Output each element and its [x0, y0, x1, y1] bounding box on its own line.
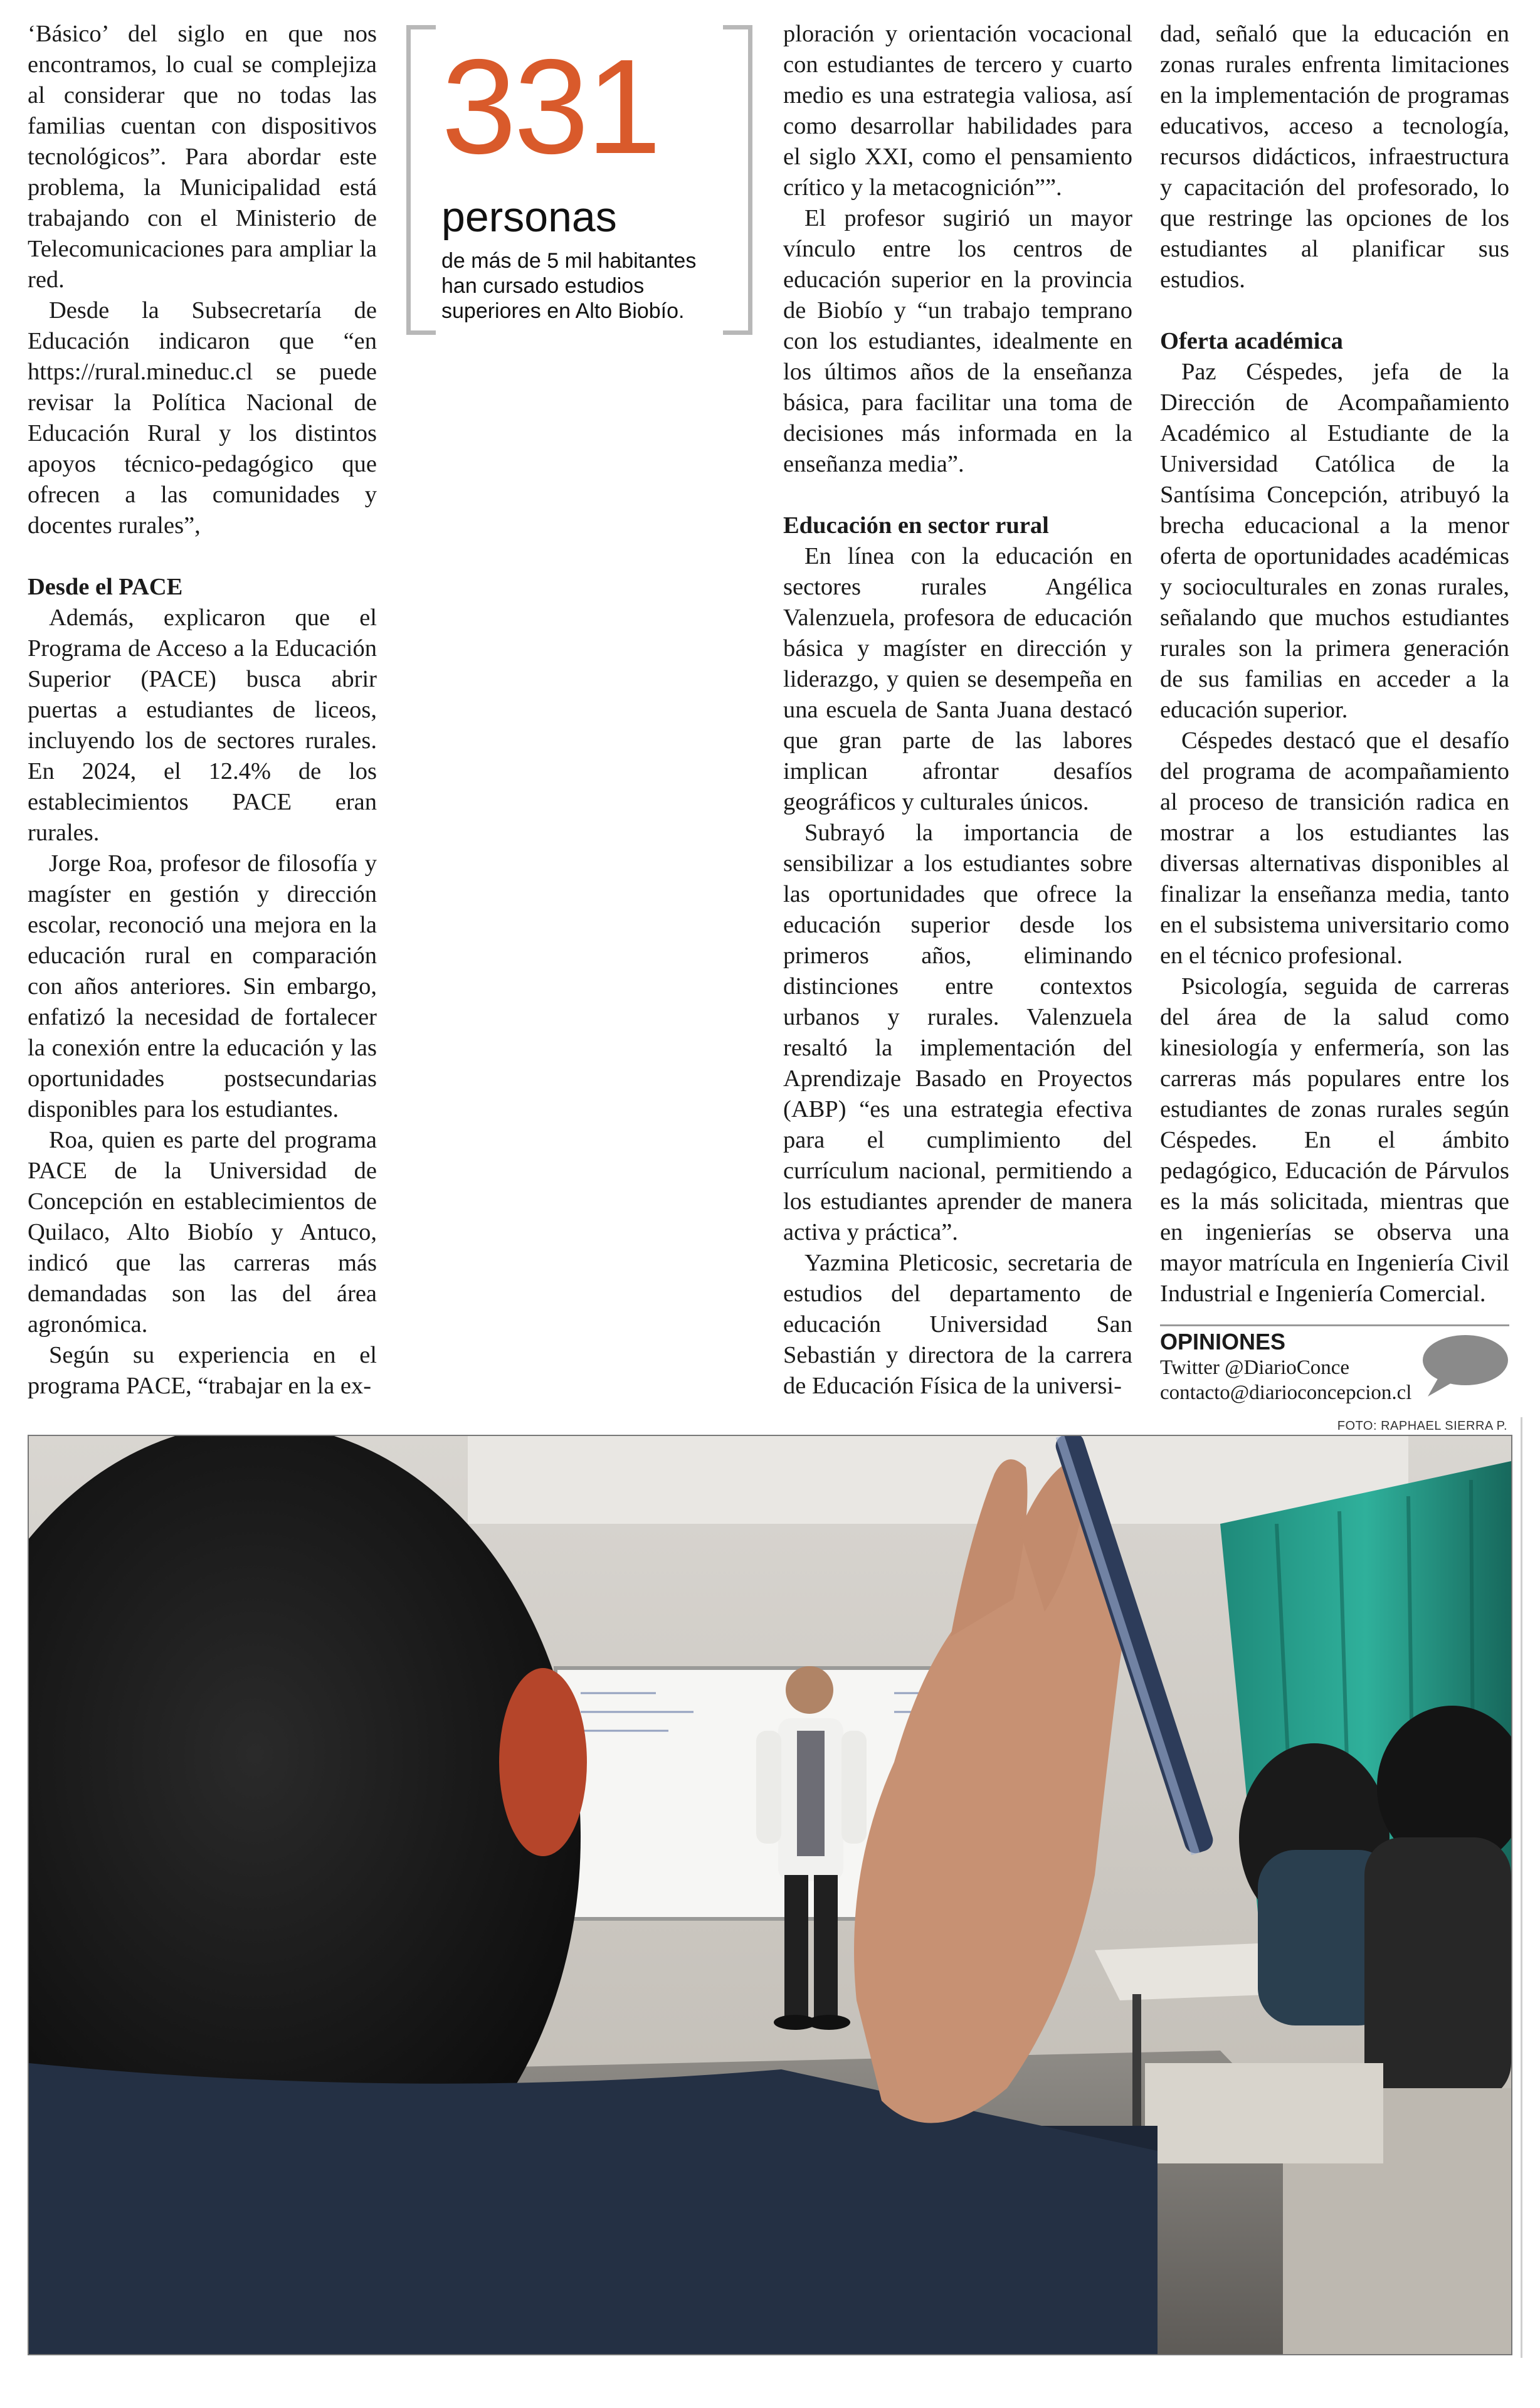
article-paragraph: Yazmina Pleticosic, secretaria de estudios del departamento de educación Universidad San Sebastián y directora de la carrera de Educación Física de la universi- [783, 1250, 1132, 1399]
article-paragraph: ploración y orientación vocacional con estudiantes de tercero y cuarto medio es una estrategia valiosa, así como desarrollar habilidades para el siglo XXI, como el pensamiento crítico y la metacognición””. [783, 21, 1132, 201]
stat-unit: personas [441, 193, 617, 241]
section-subheading: Educación en sector rural [783, 512, 1049, 539]
article-column-1 [28, 19, 377, 1402]
classroom-photo-illustration [29, 1436, 1511, 2354]
article-paragraph: Jorge Roa, profesor de filosofía y magíster en gestión y dirección escolar, reconoció una mejora en la educación rural en comparación con años anteriores. Sin embargo, enfatizó la necesidad de fortalecer la conexión entre la educación y las oportunidades postsecundarias disponibles para los estudiantes. [28, 850, 377, 1122]
article-paragraph: Según su experiencia en el programa PACE, “trabajar en la ex- [28, 1342, 377, 1399]
article-column-2 [783, 19, 1132, 1402]
stat-number: 331 [441, 31, 659, 182]
article-paragraph: Subrayó la importancia de sensibilizar a los estudiantes sobre las oportunidades que ofrece la educación superior desde los primeros años, eliminando distinciones entre contextos urbanos y rurales. Valenzuela resaltó la implementación del Aprendizaje Basado en Proyectos (ABP) “es una estrategia efectiva para el cumplimiento del currículum nacional, permitiendo a los estudiantes aprender de manera activa y práctica”. [783, 820, 1132, 1245]
article-paragraph: Paz Céspedes, jefa de la Dirección de Acompañamiento Académico al Estudiante de la Universidad Católica de la Santísima Concepción, atribuyó la brecha educacional a la menor oferta de oportunidades académicas y socioculturales en zonas rurales, señalando que muchos estudiantes rurales son la primera generación de sus familias en acceder a la educación superior. [1160, 359, 1509, 723]
article-paragraph: En línea con la educación en sectores rurales Angélica Valenzuela, profesora de educación básica y magíster en dirección y liderazgo, y quien se desempeña en una escuela de Santa Juana destacó que gran parte de las labores implican afrontar desafíos geográficos y culturales únicos. [783, 543, 1132, 815]
article-paragraph: Además, explicaron que el Programa de Acceso a la Educación Superior (PACE) busca abrir puertas a estudiantes de liceos, incluyendo los de sectores rurales. En 2024, el 12.4% de los establecimientos PACE eran rurales. [28, 605, 377, 846]
stat-highlight-box [406, 25, 752, 326]
stat-description: de más de 5 mil habitantes han cursado estudios superiores en Alto Biobío. [441, 249, 697, 323]
classroom-photo [28, 1435, 1512, 2355]
article-paragraph: Desde la Subsecretaría de Educación indicaron que “en https://rural.mineduc.cl se puede revisar la Política Nacional de Educación Rural y los distintos apoyos técnico-pedagógico que ofrecen a las comunidades y docentes rurales”, [28, 297, 377, 539]
article-paragraph: Roa, quien es parte del programa PACE de la Universidad de Concepción en establecimientos de Quilaco, Alto Biobío y Antuco, indicó que las carreras más demandadas son las del área agronómica. [28, 1127, 377, 1338]
article-paragraph: El profesor sugirió un mayor vínculo entre los centros de educación superior en la provincia de Biobío y “un trabajo temprano con los estudiantes, idealmente en los últimos años de la enseñanza básica, para facilitar una toma de decisiones más informada en la enseñanza media”. [783, 205, 1132, 477]
photo-credit: FOTO: RAPHAEL SIERRA P. [1337, 1419, 1507, 1433]
opinions-title: OPINIONES [1160, 1329, 1286, 1354]
page-edge-mark [1521, 1417, 1531, 2358]
section-subheading: Desde el PACE [28, 574, 183, 600]
section-subheading: Oferta académica [1160, 328, 1343, 354]
article-paragraph: Céspedes destacó que el desafío del programa de acompañamiento al proceso de transición radica en mostrar a los estudiantes las diversas alternativas disponibles al finalizar la enseñanza media, tanto en el subsistema universitario como en el técnico profesional. [1160, 727, 1509, 969]
article-paragraph: Psicología, seguida de carreras del área de la salud como kinesiología y enfermería, son las carreras más populares entre los estudiantes de zonas rurales según Céspedes. En el ámbito pedagógico, Educación de Párvulos es la más solicitada, mientras que en ingenierías se observa una mayor matrícula en Ingeniería Civil Industrial e Ingeniería Comercial. [1160, 973, 1509, 1307]
bracket-left [406, 25, 436, 335]
article-paragraph: dad, señaló que la educación en zonas rurales enfrenta limitaciones en la implementación de programas educativos, acceso a tecnología, recursos didácticos, infraestructura y capacitación del profesorado, lo que restringe las opciones de los estudiantes al planificar sus estudios. [1160, 21, 1509, 293]
opinions-contact-box [1160, 1324, 1509, 1402]
contact-email-link[interactable]: contacto@diarioconcepcion.cl [1160, 1381, 1412, 1404]
twitter-handle-link[interactable]: Twitter @DiarioConce [1160, 1356, 1350, 1379]
article-paragraph: ‘Básico’ del siglo en que nos encontramos, lo cual se complejiza al considerar que no todas las familias cuentan con dispositivos tecnológicos”. Para abordar este problema, la Municipalidad está trabajando con el Ministerio de Telecomunicaciones para ampliar la red. [28, 21, 377, 293]
speech-bubble-icon [1415, 1331, 1509, 1400]
article-column-3 [1160, 19, 1509, 1309]
